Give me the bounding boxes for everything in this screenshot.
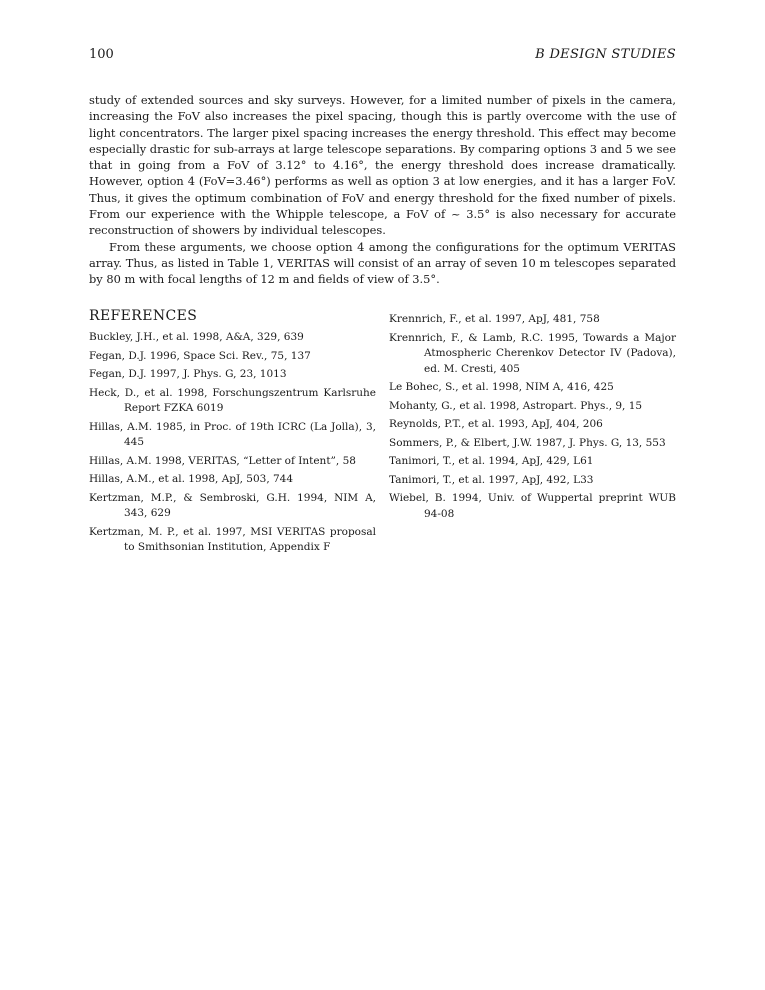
reference-item: Wiebel, B. 1994, Univ. of Wuppertal preprint WUB 94-08 [389, 492, 676, 520]
reference-item: Tanimori, T., et al. 1994, ApJ, 429, L61 [389, 455, 594, 467]
reference-item: Heck, D., et al. 1998, Forschungszentrum Karlsruhe Report FZKA 6019 [89, 386, 376, 414]
references-heading: REFERENCES [89, 308, 198, 324]
references-left-column [89, 308, 376, 559]
reference-item: Sommers, P., & Elbert, J.W. 1987, J. Phys. G, 13, 553 [389, 436, 666, 449]
reference-item: Fegan, D.J. 1996, Space Sci. Rev., 75, 137 [89, 349, 311, 362]
reference-item: Krennrich, F., et al. 1997, ApJ, 481, 758 [389, 313, 600, 325]
running-head: B DESIGN STUDIES [535, 47, 676, 62]
body-paragraph: study of extended sources and sky surveys. However, for a limited number of pixels in the camera, increasing the FoV also increases the pixel spacing, though this is partly overcome with the use of light concentrators. The larger pixel spacing increases the energy threshold. This effect may become especially drastic for sub-arrays at large telescope separations. By comparing options 3 and 5 we see that in going from a FoV of 3.12° to 4.16°, the energy threshold does increase dramatically. However, option 4 (FoV=3.46°) performs as well as option 3 at low energies, and it has a larger FoV. Thus, it gives the optimum combination of FoV and energy threshold for the fixed number of pixels. From our experience with the Whipple telescope, a FoV of ~ 3.5° is also necessary for accurate reconstruction of showers by individual telescopes. [89, 93, 676, 238]
reference-item: Fegan, D.J. 1997, J. Phys. G, 23, 1013 [89, 368, 287, 380]
references-right-column [389, 312, 676, 525]
page-header [89, 47, 676, 67]
page-number: 100 [89, 47, 114, 62]
reference-item: Reynolds, P.T., et al. 1993, ApJ, 404, 206 [389, 418, 603, 430]
reference-item: Le Bohec, S., et al. 1998, NIM A, 416, 425 [389, 381, 614, 393]
reference-item: Kertzman, M. P., et al. 1997, MSI VERITAS proposal to Smithsonian Institution, Appendix F [89, 525, 376, 553]
reference-item: Tanimori, T., et al. 1997, ApJ, 492, L33 [389, 473, 594, 486]
body-paragraph: From these arguments, we choose option 4 among the configurations for the optimum VERITAS array. Thus, as listed in Table 1, VERITAS will consist of an array of seven 10 m telescopes separated by 80 m with focal lengths of 12 m and fields of view of 3.5°. [89, 239, 676, 287]
reference-item: Hillas, A.M., et al. 1998, ApJ, 503, 744 [89, 473, 294, 485]
body-text [89, 92, 676, 288]
reference-item: Krennrich, F., & Lamb, R.C. 1995, Towards a Major Atmospheric Cherenkov Detector IV (Padova), ed. M. Cresti, 405 [389, 331, 676, 375]
reference-item: Kertzman, M.P., & Sembroski, G.H. 1994, NIM A, 343, 629 [89, 491, 376, 519]
reference-item: Buckley, J.H., et al. 1998, A&A, 329, 639 [89, 331, 304, 343]
reference-item: Mohanty, G., et al. 1998, Astropart. Phys., 9, 15 [389, 399, 643, 412]
reference-item: Hillas, A.M. 1985, in Proc. of 19th ICRC (La Jolla), 3, 445 [89, 420, 376, 448]
reference-item: Hillas, A.M. 1998, VERITAS, “Letter of Intent”, 58 [89, 454, 356, 467]
